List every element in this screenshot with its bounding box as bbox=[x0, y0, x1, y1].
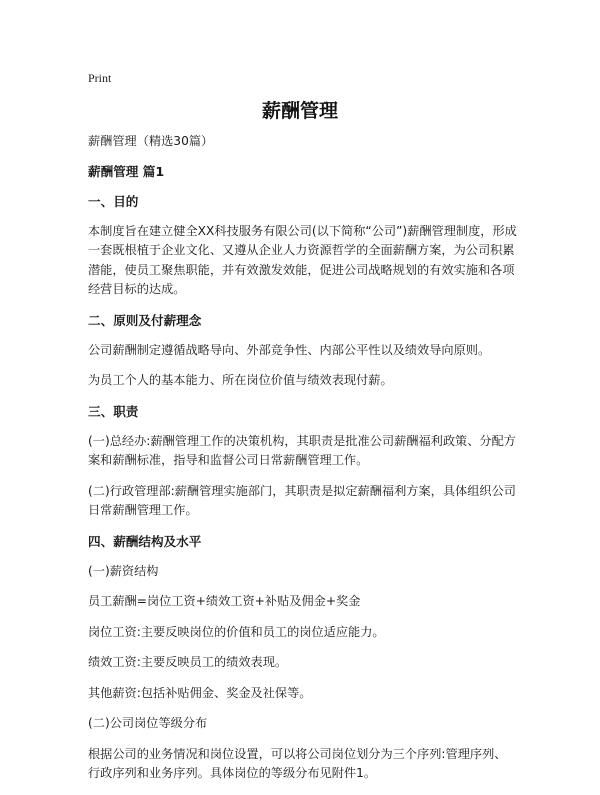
section-heading-salary-structure: 四、薪酬结构及水平 bbox=[88, 533, 202, 549]
document-body bbox=[88, 132, 518, 795]
section-heading-responsibilities: 三、职责 bbox=[88, 403, 139, 419]
print-label: Print bbox=[88, 71, 112, 85]
section-paragraph: (一)薪资结构 bbox=[88, 563, 159, 578]
article-heading: 薪酬管理 篇1 bbox=[88, 163, 165, 179]
section-paragraph: (二)行政管理部:薪酬管理实施部门，其职责是拟定薪酬福利方案，具体组织公司日常薪酬管理工作。 bbox=[88, 483, 516, 517]
page-title: 薪酬管理 bbox=[261, 100, 338, 122]
section-heading-principles: 二、原则及付薪理念 bbox=[88, 312, 202, 328]
section-paragraph: (一)总经办:薪酬管理工作的决策机构，其职责是批准公司薪酬福利政策、分配方案和薪酬标准，指导和监督公司日常薪酬管理工作。 bbox=[88, 433, 516, 467]
section-paragraph: 为员工个人的基本能力、所在岗位价值与绩效表现付薪。 bbox=[88, 373, 393, 387]
section-paragraph: 本制度旨在建立健全XX科技服务有限公司(以下简称“公司”)薪酬管理制度，形成一套既根植于企业文化、又遵从企业人力资源哲学的全面薪酬方案，为公司积累潜能，使员工聚焦职能，并有效激发效能，促进公司战略规划的有效实施和各项经营目标的达成。 bbox=[88, 223, 517, 296]
section-paragraph: 员工薪酬=岗位工资+绩效工资+补贴及佣金+奖金 bbox=[88, 594, 361, 608]
section-paragraph: 根据公司的业务情况和岗位设置，可以将公司岗位划分为三个序列:管理序列、行政序列和业务序列。具体岗位的等级分布见附件1。 bbox=[88, 746, 507, 780]
section-paragraph: 公司薪酬制定遵循战略导向、外部竞争性、内部公平性以及绩效导向原则。 bbox=[88, 342, 491, 357]
section-paragraph: 岗位工资:主要反映岗位的价值和员工的岗位适应能力。 bbox=[88, 624, 385, 639]
section-heading-purpose: 一、目的 bbox=[88, 193, 139, 209]
section-paragraph: (二)公司岗位等级分布 bbox=[88, 716, 208, 730]
section-paragraph: 绩效工资:主要反映员工的绩效表现。 bbox=[88, 655, 288, 669]
section-paragraph: 其他薪资:包括补贴佣金、奖金及社保等。 bbox=[88, 685, 312, 700]
document-subtitle: 薪酬管理（精选30篇） bbox=[88, 134, 214, 148]
